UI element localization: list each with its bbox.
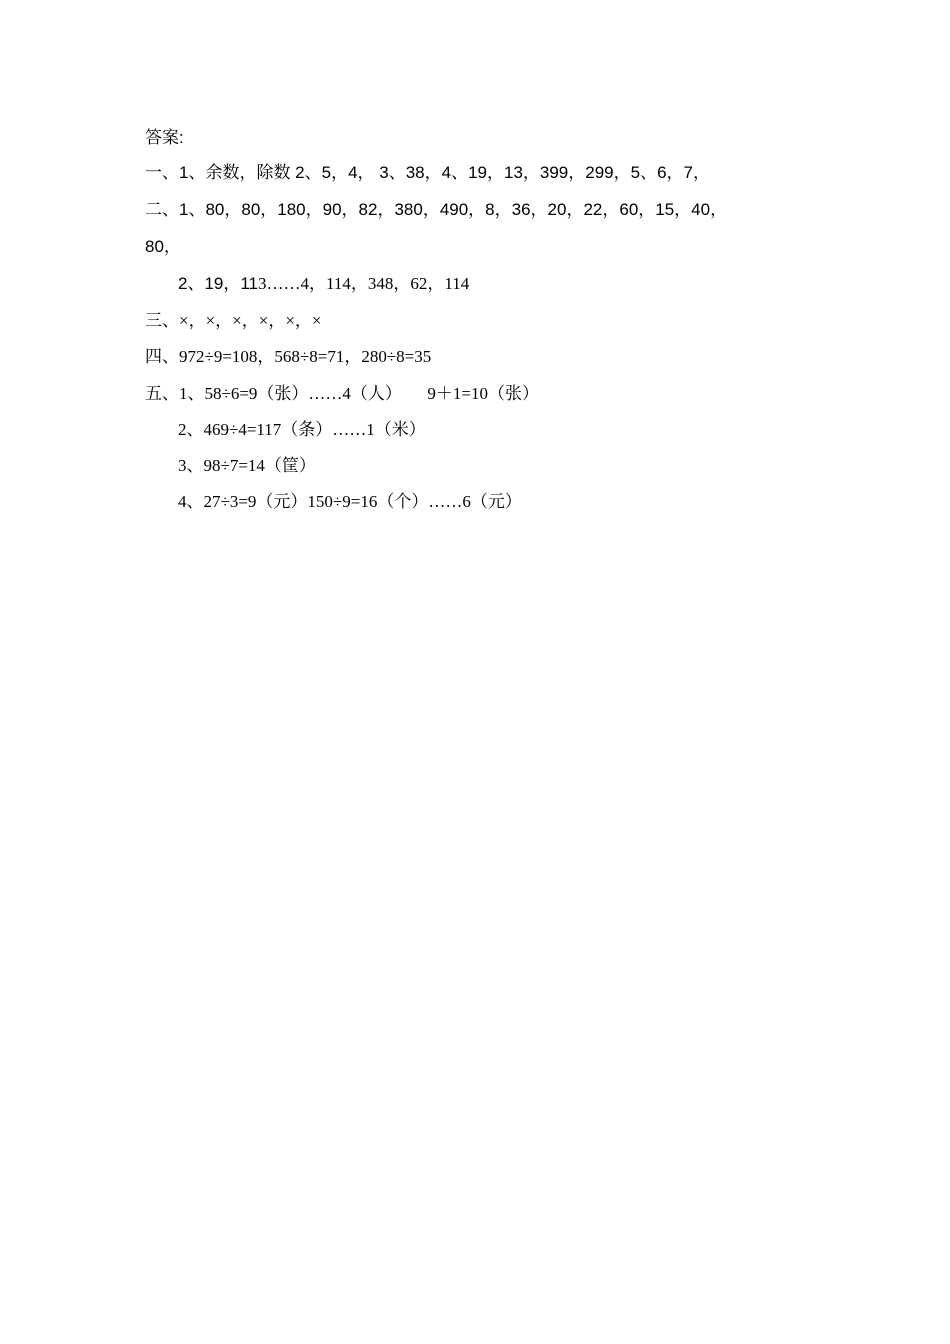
section-2-answers-line-2: 80， <box>145 237 181 256</box>
section-3-answers: 三、×，×，×，×，×，× <box>145 311 322 330</box>
section-1-answers: 一、1、余数，除数 2、5，4， 3、38，4、19，13，399，299，5、6，7， <box>145 163 710 182</box>
section-2-line-3-end: 3……4，114，348，62，114 <box>258 274 470 293</box>
section-5-item-4: 4、27÷3=9（元）150÷9=16（个）……6（元） <box>178 492 522 511</box>
answer-title: 答案: <box>145 128 184 147</box>
section-5-item-3: 3、98÷7=14（筐） <box>178 456 316 475</box>
section-2-answers-line-1: 二、1、80，80，180，90，82，380，490，8，36，20，22，60，15，40， <box>145 200 728 219</box>
section-5-item-2: 2、469÷4=117（条）……1（米） <box>178 420 426 439</box>
section-2-line-3-start: 2、19，11 <box>178 274 259 293</box>
section-5-item-1: 五、1、58÷6=9（张）……4（人） 9＋1=10（张） <box>145 384 540 403</box>
section-4-answers: 四、972÷9=108，568÷8=71，280÷8=35 <box>145 347 432 366</box>
section-2-answers-line-3 <box>178 273 469 295</box>
